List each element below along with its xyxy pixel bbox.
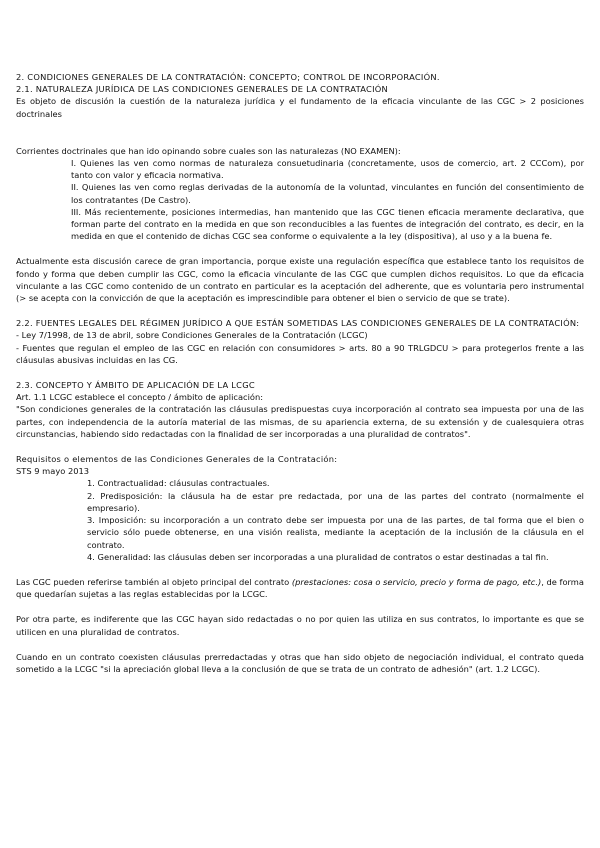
object-text-italic: (prestaciones: cosa o servicio, precio y forma de pago, etc.) [291,576,542,587]
source-item: - Fuentes que regulan el empleo de las CGC en relación con consumidores > arts. 80 a 90 TRLGDCU > para protegerlos frente a las cláusulas abusivas incluidas en las CG. [16,342,584,365]
requisite-item: 4. Generalidad: las cláusulas deben ser incorporadas a una pluralidad de contratos o estar destinadas a tal fin. [87,551,549,562]
current-item: II. Quienes las ven como reglas derivadas de la autonomía de la voluntad, vinculantes en función del consentimiento de los contratantes (De Castro). [71,182,584,205]
currents-list [16,157,584,242]
legal-quote: "Son condiciones generales de la contratación las cláusulas predispuestas cuya incorporación al contrato sea impuesta por una de las partes, con independencia de la autoría material de las mismas, de su apariencia externa, de su extensión y de cualesquiera otras circunstancias, habiendo sido redactadas con la finalidad de ser incorporadas a una pluralidad de contratos". [16,404,584,439]
nature-intro-paragraph: Es objeto de discusión la cuestión de la naturaleza jurídica y el fundamento de la eficacia vinculante de las CGC > 2 posiciones doctrinales [16,96,584,119]
object-text-before: Las CGC pueden referirse también al objeto principal del contrato [16,576,292,587]
coexistence-paragraph: Cuando en un contrato coexisten cláusulas prerredactadas y otras que han sido objeto de negociación individual, el contrato queda sometido a la LCGC "si la apreciación global lleva a la conclusión de que se trata de un contrato de adhesión" (art. 1.2 LCGC). [16,651,584,674]
requisites-list [16,477,584,562]
current-item: I. Quienes las ven como normas de naturaleza consuetudinaria (concretamente, usos de comercio, art. 2 CCCom), por tanto con valor y eficacia normativa. [71,158,584,181]
section-title: 2. CONDICIONES GENERALES DE LA CONTRATACIÓN: CONCEPTO; CONTROL DE INCORPORACIÓN. [16,72,440,82]
requisites-title: Requisitos o elementos de las Condiciones Generales de la Contratación: [16,454,338,465]
subsection-title-2-1: 2.1. NATURALEZA JURÍDICA DE LAS CONDICIONES GENERALES DE LA CONTRATACIÓN [16,84,389,95]
case-reference: STS 9 mayo 2013 [16,466,90,477]
requisite-item: 1. Contractualidad: cláusulas contractuales. [87,478,270,489]
currents-intro: Corrientes doctrinales que han ido opinando sobre cuales son las naturalezas (NO EXAMEN): [16,145,401,156]
current-item: III. Más recientemente, posiciones intermedias, han mantenido que las CGC tienen eficacia meramente declarativa, que forman parte del contrato en la medida en que son reconducibles a las fuentes de integración del contrato, es decir, en la medida en que el contenido de dichas CGC sea conforme o equivalente a la ley (dispositiva), al uso y a la buena fe. [71,206,584,242]
subsection-title-2-3: 2.3. CONCEPTO Y ÁMBITO DE APLICACIÓN DE LA LCGC [16,380,255,391]
object-text-after: , de forma que quedarían sujetas a las reglas establecidas por la LCGC. [16,576,584,600]
document-page [16,71,584,675]
object-paragraph [16,576,584,600]
requisite-item: 3. Imposición: su incorporación a un contrato debe ser impuesta por una de las partes, de tal forma que el bien o servicio sólo puede obtenerse, en una visión realista, mediante la aceptación de la inclusión de la cláusula en el contrato. [87,515,584,550]
indifference-paragraph: Por otra parte, es indiferente que las CGC hayan sido redactadas o no por quien las utiliza en sus contratos, lo importante es que se utilicen en una pluralidad de contratos. [16,614,584,637]
source-item: - Ley 7/1998, de 13 de abril, sobre Condiciones Generales de la Contratación (LCGC) [16,330,368,341]
article-line: Art. 1.1 LCGC establece el concepto / ámbito de aplicación: [16,392,264,403]
requisite-item: 2. Predisposición: la cláusula ha de estar pre redactada, por una de las partes del contrato (normalmente el empresario). [87,490,584,513]
subsection-title-2-2: 2.2. FUENTES LEGALES DEL RÉGIMEN JURÍDICO A QUE ESTÁN SOMETIDAS LAS CONDICIONES GENERALES DE LA CONTRATACIÓN: [16,318,580,329]
current-status-paragraph: Actualmente esta discusión carece de gran importancia, porque existe una regulación específica que establece tanto los requisitos de fondo y forma que deben cumplir las CGC, como la eficacia vinculante de las CGC que cumplen dichos requisitos. Lo que da eficacia vinculante a las CGC como contenido de un contrato en particular es la aceptación del adherente, que es voluntaria pero instrumental (> se acepta con la convicción de que la aceptación es imprescindible para obtener el bien o servicio de que se trate). [16,256,584,304]
